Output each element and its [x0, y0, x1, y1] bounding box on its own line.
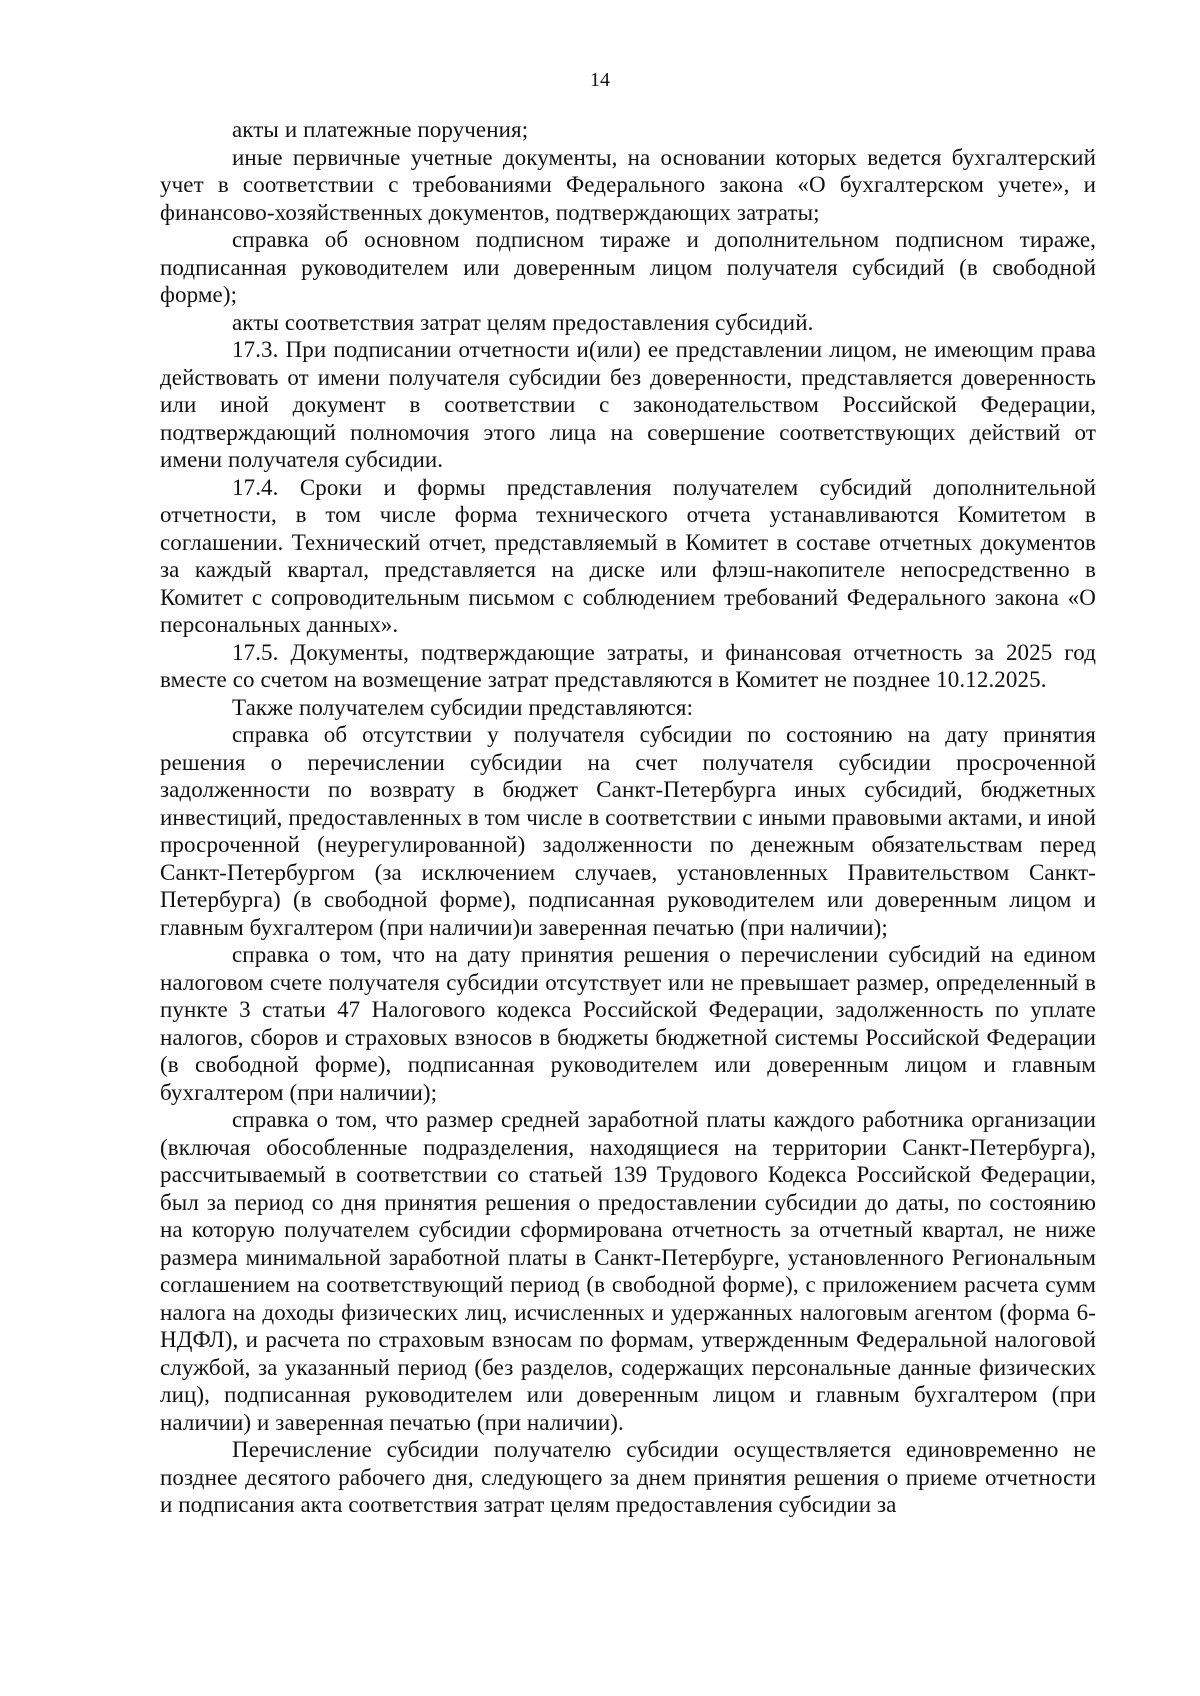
document-body	[160, 116, 1096, 1519]
paragraph-tax-account-certificate: справка о том, что на дату принятия решения о перечислении субсидий на едином налоговом счете получателя субсидии отсутствует или не превышает размер, определенный в пункте 3 статьи 47 Налогового кодекса Российской Федерации, задолженность по уплате налогов, сборов и страховых взносов в бюджеты бюджетной системы Российской Федерации (в свободной форме), подписанная руководителем или доверенным лицом и главным бухгалтером (при наличии);	[160, 942, 1096, 1105]
paragraph-circulation-certificate: справка об основном подписном тираже и дополнительном подписном тираже, подписанная руководителем или доверенным лицом получателя субсидий (в свободной форме);	[160, 227, 1096, 307]
paragraph-average-salary-certificate: справка о том, что размер средней заработной платы каждого работника организации (включая обособленные подразделения, находящиеся на территории Санкт-Петербурга), рассчитываемый в соответствии со статьей 139 Трудового Кодекса Российской Федерации, был за период со дня принятия решения о предоставлении субсидии до даты, по состоянию на которую получателем субсидии сформирована отчетность за отчетный квартал, не ниже размера минимальной заработной платы в Санкт-Петербурге, установленного Региональным соглашением на соответствующий период (в свободной форме), с приложением расчета сумм налога на доходы физических лиц, исчисленных и удержанных налоговым агентом (форма 6-НДФЛ), и расчета по страховым взносам по формам, утвержденным Федеральной налоговой службой, за указанный период (без разделов, содержащих персональные данные физических лиц), подписанная руководителем или доверенным лицом и главным бухгалтером (при наличии) и заверенная печатью (при наличии).	[160, 1107, 1096, 1435]
paragraph-17-3: 17.3. При подписании отчетности и(или) ее представлении лицом, не имеющим права действовать от имени получателя субсидии без доверенности, представляется доверенность или иной документ в соответствии с законодательством Российской Федерации, подтверждающий полномочия этого лица на совершение соответствующих действий от имени получателя субсидии.	[160, 337, 1096, 472]
paragraph-no-overdue-debt-certificate: справка об отсутствии у получателя субсидии по состоянию на дату принятия решения о перечислении субсидии на счет получателя субсидии просроченной задолженности по возврату в бюджет Санкт-Петербурга иных субсидий, бюджетных инвестиций, предоставленных в том числе в соответствии с иными правовыми актами, и иной просроченной (неурегулированной) задолженности по денежным обязательствам перед Санкт-Петербургом (за исключением случаев, установленных Правительством Санкт-Петербурга) (в свободной форме), подписанная руководителем или доверенным лицом и главным бухгалтером (при наличии)и заверенная печатью (при наличии);	[160, 722, 1096, 940]
paragraph-17-5: 17.5. Документы, подтверждающие затраты, и финансовая отчетность за 2025 год вместе со счетом на возмещение затрат представляются в Комитет не позднее 10.12.2025.	[160, 639, 1096, 692]
paragraph-also-submitted: Также получателем субсидии представляются:	[232, 694, 694, 720]
paragraph-17-4: 17.4. Сроки и формы представления получателем субсидий дополнительной отчетности, в том числе форма технического отчета устанавливаются Комитетом в соглашении. Технический отчет, представляемый в Комитет в составе отчетных документов за каждый квартал, представляется на диске или флэш-накопителе непосредственно в Комитет с сопроводительным письмом с соблюдением требований Федерального закона «О персональных данных».	[160, 474, 1096, 637]
paragraph-acts-payment-orders: акты и платежные поручения;	[232, 117, 529, 142]
paragraph-compliance-acts: акты соответствия затрат целям предоставления субсидий.	[232, 309, 814, 335]
page-number: 14	[590, 69, 610, 91]
paragraph-subsidy-transfer: Перечисление субсидии получателю субсидии осуществляется единовременно не позднее десятого рабочего дня, следующего за днем принятия решения о приеме отчетности и подписания акта соответствия затрат целям предоставления субсидии за	[160, 1437, 1096, 1517]
paragraph-primary-documents: иные первичные учетные документы, на основании которых ведется бухгалтерский учет в соответствии с требованиями Федерального закона «О бухгалтерском учете», и финансово-хозяйственных документов, подтверждающих затраты;	[160, 144, 1096, 225]
